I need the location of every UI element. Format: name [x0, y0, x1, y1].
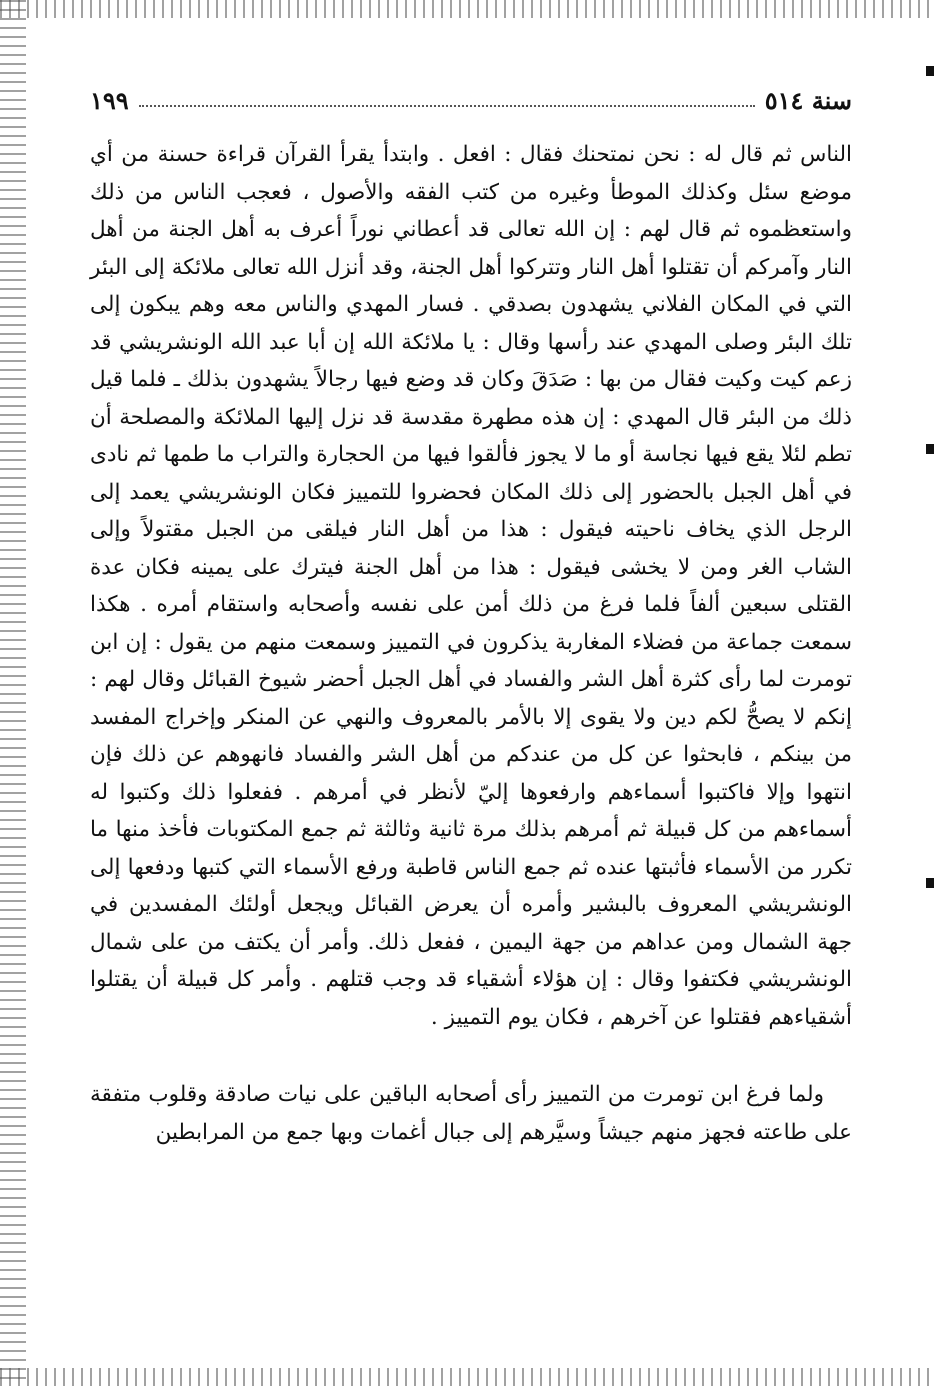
page-border-left [0, 0, 26, 1386]
header-dot-leader [139, 93, 755, 107]
margin-mark [926, 444, 934, 454]
page-number: ١٩٩ [90, 85, 129, 115]
running-header [90, 80, 852, 120]
margin-mark [926, 878, 934, 888]
page-border-bottom [0, 1368, 936, 1386]
margin-mark [926, 66, 934, 76]
body-text [90, 136, 852, 1151]
page-border-top [0, 0, 936, 18]
header-year: سنة ٥١٤ [764, 85, 852, 115]
paragraph: الناس ثم قال له : نحن نمتحنك فقال : افعل . وابتدأ يقرأ القرآن قراءة حسنة من أي موضع سئل وكذلك الموطأ وغيره من كتب الفقه والأصول ، فعجب الناس من ذلك واستعظموه ثم قال لهم : إن الله تعالى قد أعطاني نوراً أعرف به أهل الجنة من أهل النار وآمركم أن تقتلوا أهل النار وتتركوا أهل الجنة، وقد أنزل الله تعالى ملائكة إلى البئر التي في المكان الفلاني يشهدون بصدقي . فسار المهدي والناس معه وهم يبكون إلى تلك البئر وصلى المهدي عند رأسها وقال : يا ملائكة الله إن أبا عبد الله الونشريشي قد زعم كيت وكيت فقال من بها : صَدَقَ وكان قد وضع فيها رجالاً يشهدون بذلك ـ فلما قيل ذلك من البئر قال المهدي : إن هذه مطهرة مقدسة قد نزل إليها الملائكة والمصلحة أن تطم لئلا يقع فيها نجاسة أو ما لا يجوز فألقوا فيها من الحجارة والتراب ما طمها ثم نادى في أهل الجبل بالحضور إلى ذلك المكان فحضروا للتمييز فكان الونشريشي يعمد إلى الرجل الذي يخاف ناحيته فيقول : هذا من أهل النار فيلقى من الجبل مقتولاً وإلى الشاب الغر ومن لا يخشى فيقول : هذا من أهل الجنة فيترك على يمينه فكان عدة القتلى سبعين ألفاً فلما فرغ من ذلك أمن على نفسه وأصحابه واستقام أمره . هكذا سمعت جماعة من فضلاء المغاربة يذكرون في التمييز وسمعت منهم من يقول : إن ابن تومرت لما رأى كثرة أهل الشر والفساد في أهل الجبل أحضر شيوخ القبائل وقال لهم : إنكم لا يصحُّ لكم دين ولا يقوى إلا بالأمر بالمعروف والنهي عن المنكر وإخراج المفسد من بينكم ، فابحثوا عن كل من عندكم من أهل الشر والفساد فانهوهم عن ذلك فإن انتهوا وإلا فاكتبوا أسماءهم وارفعوها إليّ لأنظر في أمرهم . ففعلوا ذلك وكتبوا له أسماءهم من كل قبيلة ثم أمرهم بذلك مرة ثانية وثالثة ثم جمع المكتوبات فأخذ منها ما تكرر من الأسماء فأثبتها عنده ثم جمع الناس قاطبة ورفع الأسماء التي كتبها ودفعها إلى الونشريشي المعروف بالبشير وأمره أن يعرض القبائل ويجعل أولئك المفسدين في جهة الشمال ومن عداهم من جهة اليمين ، ففعل ذلك. وأمر أن يكتف من على شمال الونشريشي فكتفوا وقال : إن هؤلاء أشقياء قد وجب قتلهم . وأمر كل قبيلة أن يقتلوا أشقياءهم فقتلوا عن آخرهم ، فكان يوم التمييز . [90, 142, 852, 1030]
paragraph: ولما فرغ ابن تومرت من التمييز رأى أصحابه الباقين على نيات صادقة وقلوب متفقة على طاعته فجهز منهم جيشاً وسيَّرهم إلى جبال أغمات وبها جمع من المرابطين [90, 1082, 852, 1145]
